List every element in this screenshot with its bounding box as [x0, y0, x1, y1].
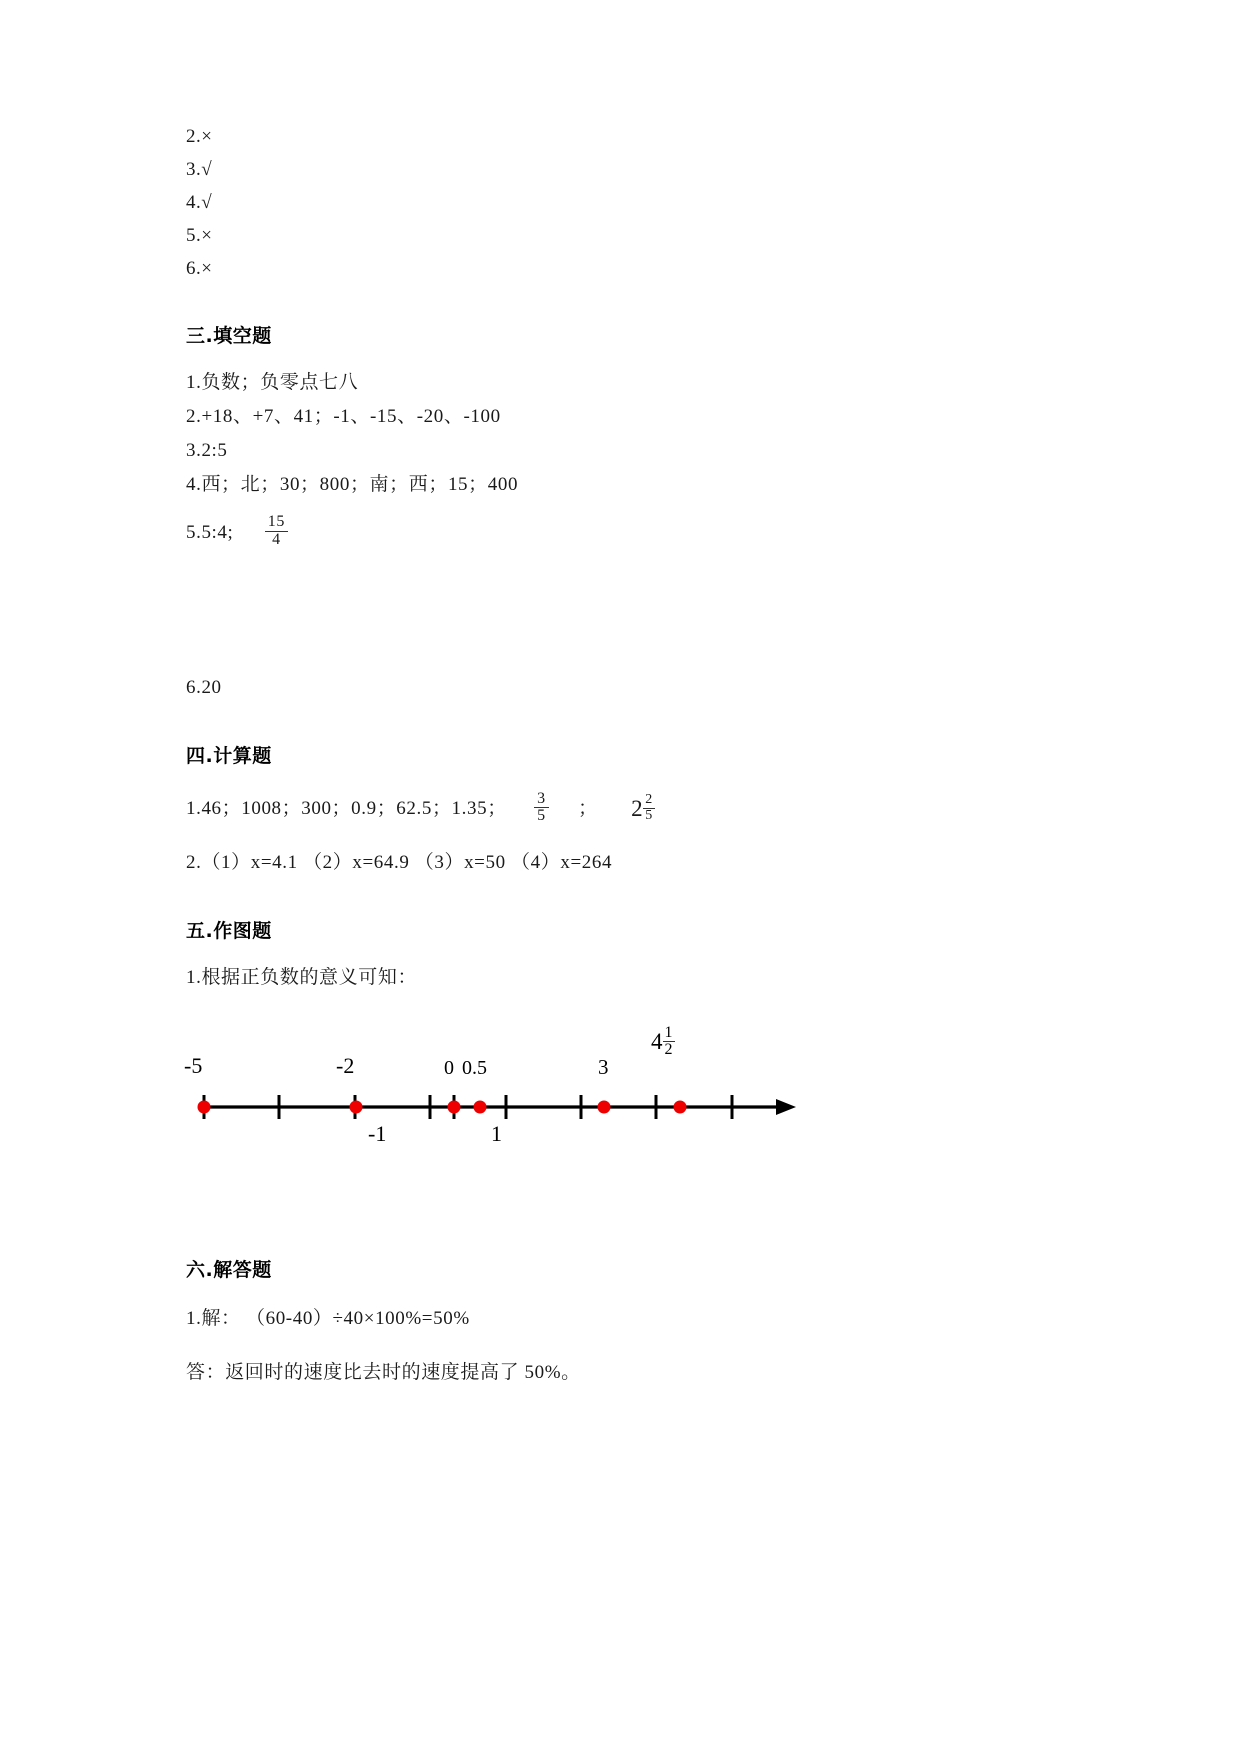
section-heading-fill-in-blank: 三.填空题	[186, 325, 272, 347]
section-heading-drawing: 五.作图题	[186, 919, 272, 942]
calculation-item-1-text: 1.46；1008；300；0.9；62.5；1.35；	[186, 798, 507, 820]
fill-in-blank-item-3: 3.2:5	[186, 440, 228, 461]
plotted-point	[198, 1100, 211, 1113]
truefalse-answer-3: 3.√	[186, 159, 213, 180]
mixed-fraction-part	[643, 793, 655, 823]
drawing-item-1: 1.根据正负数的意义可知：	[186, 966, 418, 988]
number-line-svg	[196, 1035, 816, 1175]
fill-in-blank-item-6: 6.20	[186, 676, 222, 698]
fill-in-blank-item-2: 2.+18、+7、41；-1、-15、-20、-100	[186, 406, 501, 427]
fraction-denominator: 5	[537, 807, 546, 825]
calculation-item-1	[186, 786, 1086, 834]
number-line-label-zero: 0	[444, 1056, 454, 1079]
section-heading-calculation: 四.计算题	[186, 744, 272, 767]
mixed-fraction-part	[663, 1025, 675, 1060]
mixed-whole-part: 2	[631, 795, 644, 821]
document-content	[186, 120, 1086, 1392]
plotted-point	[448, 1100, 461, 1113]
truefalse-answer-2: 2.×	[186, 126, 213, 147]
number-line-label-minus1: -1	[368, 1120, 387, 1146]
number-line-label-four-and-half	[651, 1023, 675, 1062]
mixed-whole-part: 4	[651, 1028, 663, 1054]
fraction-numerator: 2	[645, 792, 653, 808]
number-line-label-one: 1	[491, 1120, 502, 1146]
truefalse-answer-6: 6.×	[186, 258, 213, 279]
plotted-point	[474, 1100, 487, 1113]
fill-in-blank-item-1: 1.负数；负零点七八	[186, 372, 359, 393]
fraction-numerator: 3	[534, 791, 549, 809]
fraction-denominator: 4	[272, 531, 281, 549]
plotted-point	[350, 1100, 363, 1113]
fraction-numerator: 15	[265, 514, 288, 532]
number-line-label-minus5: -5	[184, 1052, 203, 1078]
calculation-item-2: 2.（1）x=4.1 （2）x=64.9 （3）x=50 （4）x=264	[186, 851, 613, 873]
mixed-number-2-and-2-over-5	[631, 784, 655, 832]
number-line-label-minus2: -2	[336, 1052, 355, 1078]
blank-space-1	[186, 551, 1086, 671]
number-line-label-three: 3	[598, 1054, 609, 1079]
truefalse-answer-4: 4.√	[186, 192, 213, 213]
number-line-label-zero-point-five: 0.5	[462, 1056, 487, 1079]
word-problem-solution-1: 1.解： （60-40）÷40×100%=50%	[186, 1307, 470, 1329]
truefalse-answer-5: 5.×	[186, 225, 213, 246]
fill-in-blank-item-4: 4.西；北；30；800；南；西；15；400	[186, 474, 519, 495]
fraction-15-over-4	[265, 514, 288, 549]
plotted-point	[674, 1100, 687, 1113]
word-problem-answer-1: 答：返回时的速度比去时的速度提高了 50%。	[186, 1361, 581, 1383]
arrow-head-icon	[776, 1099, 796, 1115]
number-line-figure	[184, 1023, 1086, 1205]
fraction-denominator: 5	[645, 808, 653, 824]
calculation-separator: ；	[578, 798, 598, 820]
fill-in-blank-item-5-text: 5.5:4;	[186, 522, 234, 543]
section-heading-word-problems: 六.解答题	[186, 1258, 272, 1281]
fill-in-blank-item-5	[186, 513, 1086, 551]
fraction-numerator: 1	[664, 1023, 673, 1041]
fraction-denominator: 2	[664, 1041, 673, 1059]
plotted-point	[598, 1100, 611, 1113]
fraction-3-over-5	[534, 791, 549, 826]
